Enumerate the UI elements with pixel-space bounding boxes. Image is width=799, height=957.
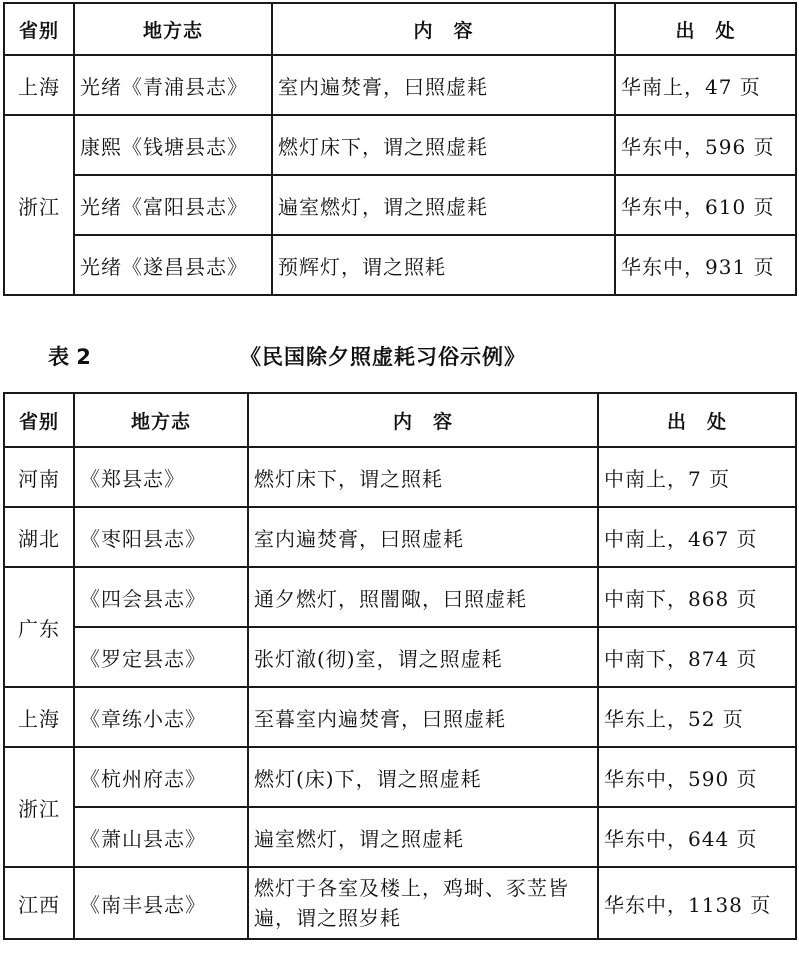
source-cell: 中南上，7 页 <box>598 447 796 507</box>
gazetteer-cell: 光绪《青浦县志》 <box>74 55 272 115</box>
content-cell: 燃灯床下，谓之照耗 <box>248 447 598 507</box>
table-row <box>4 55 796 115</box>
table-number: 表 2 <box>48 345 91 369</box>
content-cell: 遍室燃灯，谓之照虚耗 <box>272 175 615 235</box>
content-cell: 燃灯床下，谓之照虚耗 <box>272 115 615 175</box>
content-cell: 张灯澈(彻)室，谓之照虚耗 <box>248 627 598 687</box>
gazetteer-cell: 《罗定县志》 <box>74 627 248 687</box>
source-cell: 华东中，610 页 <box>615 175 796 235</box>
source-cell: 华东上，52 页 <box>598 687 796 747</box>
table-qing-dynasty <box>3 2 797 296</box>
gazetteer-cell: 《杭州府志》 <box>74 747 248 807</box>
content-cell: 室内遍焚膏，曰照虚耗 <box>248 507 598 567</box>
header-content: 内 容 <box>272 3 615 55</box>
province-cell: 江西 <box>4 867 74 939</box>
table-republican-era <box>3 392 797 940</box>
province-cell: 浙江 <box>4 115 74 295</box>
table-row <box>4 747 796 807</box>
header-gazetteer: 地方志 <box>74 393 248 447</box>
gazetteer-cell: 康熙《钱塘县志》 <box>74 115 272 175</box>
header-province: 省别 <box>4 3 74 55</box>
table-row <box>4 175 796 235</box>
table-header-row <box>4 393 796 447</box>
table-row <box>4 867 796 939</box>
table-row <box>4 115 796 175</box>
gazetteer-cell: 《郑县志》 <box>74 447 248 507</box>
header-content: 内 容 <box>248 393 598 447</box>
source-cell: 华东中，590 页 <box>598 747 796 807</box>
source-cell: 华南上，47 页 <box>615 55 796 115</box>
province-cell: 河南 <box>4 447 74 507</box>
table-row <box>4 627 796 687</box>
header-province: 省别 <box>4 393 74 447</box>
table-row <box>4 447 796 507</box>
table-2-caption <box>0 341 799 371</box>
source-cell: 中南下，874 页 <box>598 627 796 687</box>
source-cell: 中南上，467 页 <box>598 507 796 567</box>
source-cell: 中南下，868 页 <box>598 567 796 627</box>
province-cell: 上海 <box>4 687 74 747</box>
province-cell: 浙江 <box>4 747 74 867</box>
content-cell: 预辉灯，谓之照耗 <box>272 235 615 295</box>
source-cell: 华东中，644 页 <box>598 807 796 867</box>
province-cell: 湖北 <box>4 507 74 567</box>
table-row <box>4 567 796 627</box>
content-cell: 至暮室内遍焚膏，曰照虚耗 <box>248 687 598 747</box>
gazetteer-cell: 《南丰县志》 <box>74 867 248 939</box>
source-cell: 华东中，931 页 <box>615 235 796 295</box>
table-row <box>4 687 796 747</box>
source-cell: 华东中，596 页 <box>615 115 796 175</box>
content-cell: 室内遍焚膏，曰照虚耗 <box>272 55 615 115</box>
table-row <box>4 507 796 567</box>
content-cell: 燃灯于各室及楼上，鸡埘、豕苙皆遍，谓之照岁耗 <box>248 867 598 939</box>
province-cell: 广东 <box>4 567 74 687</box>
gazetteer-cell: 《章练小志》 <box>74 687 248 747</box>
content-cell: 通夕燃灯，照闇陬，曰照虚耗 <box>248 567 598 627</box>
header-source: 出 处 <box>615 3 796 55</box>
gazetteer-cell: 《四会县志》 <box>74 567 248 627</box>
gazetteer-cell: 光绪《遂昌县志》 <box>74 235 272 295</box>
gazetteer-cell: 《萧山县志》 <box>74 807 248 867</box>
source-cell: 华东中，1138 页 <box>598 867 796 939</box>
gazetteer-cell: 光绪《富阳县志》 <box>74 175 272 235</box>
table-row <box>4 235 796 295</box>
content-cell: 遍室燃灯，谓之照虚耗 <box>248 807 598 867</box>
content-cell: 燃灯(床)下，谓之照虚耗 <box>248 747 598 807</box>
table-row <box>4 807 796 867</box>
table-header-row <box>4 3 796 55</box>
province-cell: 上海 <box>4 55 74 115</box>
gazetteer-cell: 《枣阳县志》 <box>74 507 248 567</box>
table-title: 《民国除夕照虚耗习俗示例》 <box>240 345 526 369</box>
header-gazetteer: 地方志 <box>74 3 272 55</box>
header-source: 出 处 <box>598 393 796 447</box>
